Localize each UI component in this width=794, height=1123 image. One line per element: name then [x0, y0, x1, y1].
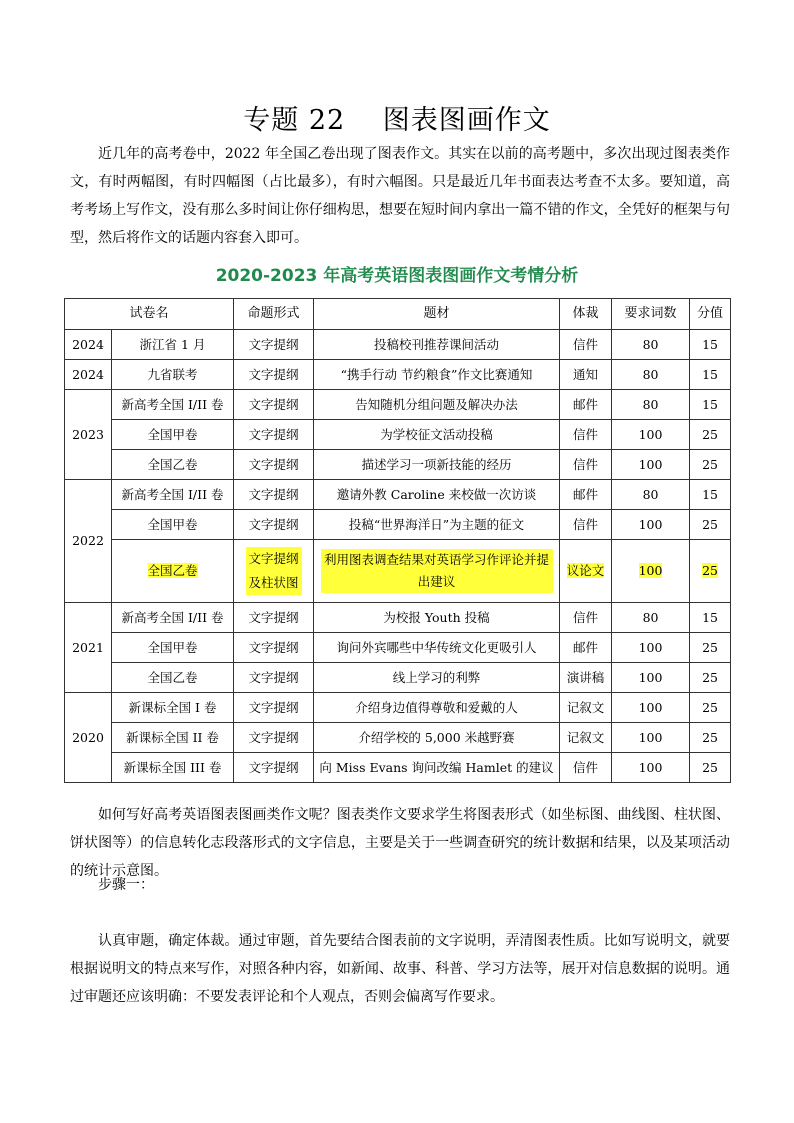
score-cell: 25: [702, 563, 718, 578]
topic-cell-wrap: [314, 540, 560, 603]
genre-cell: 邮件: [560, 633, 612, 663]
format-cell: 文字提纲: [234, 603, 314, 633]
word-count-cell: 80: [612, 390, 690, 420]
paper-cell-wrap: [112, 540, 234, 603]
format-cell: 文字提纲: [234, 390, 314, 420]
paper-cell: 新课标全国 I 卷: [112, 693, 234, 723]
paper-cell: 新课标全国 II 卷: [112, 723, 234, 753]
word-count-cell: 80: [612, 480, 690, 510]
word-count-cell: 80: [612, 360, 690, 390]
format-cell: 文字提纲: [234, 420, 314, 450]
paper-cell: 全国甲卷: [112, 420, 234, 450]
topic-cell: 投稿“世界海洋日”为主题的征文: [314, 510, 560, 540]
word-count-cell: 100: [612, 753, 690, 783]
paper-cell: 全国乙卷: [147, 563, 198, 578]
word-count-cell: 80: [612, 603, 690, 633]
topic-cell: 利用图表调查结果对英语学习作评论并提出建议: [321, 549, 553, 593]
word-count-cell: 100: [612, 450, 690, 480]
score-cell: 15: [690, 603, 731, 633]
body-paragraph-charts: 如何写好高考英语图表图画类作文呢？图表类作文要求学生将图表形式（如坐标图、曲线图、柱状图、饼状图等）的信息转化志段落形式的文字信息，主要是关于一些调查研究的统计数据和结果，以及某项活动的统计示意图。: [70, 807, 730, 879]
format-cell: 文字提纲: [234, 723, 314, 753]
paper-cell: 九省联考: [112, 360, 234, 390]
score-cell: 15: [690, 360, 731, 390]
score-cell: 25: [690, 633, 731, 663]
intro-paragraph: 近几年的高考卷中，2022 年全国乙卷出现了图表作文。其实在以前的高考题中，多次出现过图表类作文，有时两幅图，有时四幅图（占比最多），有时六幅图。只是最近几年书面表达考查不太多。要知道，高考考场上写作文，没有那么多时间让你仔细构思，想要在短时间内拿出一篇不错的作文，全凭好的框架与句型，然后将作文的话题内容套入即可。: [70, 146, 730, 246]
genre-cell: 信件: [560, 753, 612, 783]
paper-cell: 浙江省 1 月: [112, 330, 234, 360]
table-title: 2020-2023 年高考英语图表图画作文考情分析: [215, 266, 579, 286]
table-row: [65, 360, 731, 390]
word-count-cell: 100: [638, 563, 663, 578]
score-cell: 25: [690, 753, 731, 783]
word-count-cell: 80: [612, 330, 690, 360]
body-paragraph-step-one: 认真审题，确定体裁。通过审题，首先要结合图表前的文字说明，弄清图表性质。比如写说明文，就要根据说明文的特点来写作，对照各种内容，如新闻、故事、科普、学习方法等，展开对信息数据的说明。通过审题还应该明确：不要发表评论和个人观点，否则会偏离写作要求。: [70, 933, 730, 1005]
page-title: 专题 22 图表图画作文: [243, 105, 551, 136]
paper-cell: 新高考全国 I/II 卷: [112, 390, 234, 420]
paper-cell: 新高考全国 I/II 卷: [112, 603, 234, 633]
format-cell: 文字提纲: [234, 693, 314, 723]
format-cell: 文字提纲: [234, 450, 314, 480]
topic-cell: 投稿校刊推荐课间活动: [314, 330, 560, 360]
score-cell: 15: [690, 390, 731, 420]
score-cell: 15: [690, 330, 731, 360]
word-count-cell: 100: [612, 723, 690, 753]
topic-cell: 为学校征文活动投稿: [314, 420, 560, 450]
paper-cell: 新课标全国 III 卷: [112, 753, 234, 783]
word-count-cell: 100: [612, 633, 690, 663]
word-count-cell: 100: [612, 420, 690, 450]
format-cell: 文字提纲: [234, 360, 314, 390]
header-word-count: 要求词数: [612, 299, 690, 330]
year-cell: 2024: [65, 330, 112, 360]
table-row: [65, 450, 731, 480]
header-format: 命题形式: [234, 299, 314, 330]
word-count-cell: 100: [612, 663, 690, 693]
year-cell: 2021: [65, 603, 112, 693]
genre-cell-wrap: [560, 540, 612, 603]
topic-cell: “携手行动 节约粮食”作文比赛通知: [314, 360, 560, 390]
exam-analysis-table: [64, 298, 731, 783]
paper-cell: 新高考全国 I/II 卷: [112, 480, 234, 510]
format-cell: 文字提纲: [234, 663, 314, 693]
word-count-cell-wrap: [612, 540, 690, 603]
header-genre: 体裁: [560, 299, 612, 330]
genre-cell: 邮件: [560, 390, 612, 420]
header-score: 分值: [690, 299, 731, 330]
table-row: [65, 633, 731, 663]
score-cell: 25: [690, 450, 731, 480]
year-cell: 2024: [65, 360, 112, 390]
header-topic: 题材: [314, 299, 560, 330]
topic-cell: 向 Miss Evans 询问改编 Hamlet 的建议: [314, 753, 560, 783]
table-row: [65, 693, 731, 723]
topic-cell: 介绍学校的 5,000 米越野赛: [314, 723, 560, 753]
table-row: [65, 663, 731, 693]
table-row: [65, 390, 731, 420]
topic-cell: 介绍身边值得尊敬和爱戴的人: [314, 693, 560, 723]
genre-cell: 信件: [560, 420, 612, 450]
genre-cell: 通知: [560, 360, 612, 390]
format-cell: 文字提纲: [234, 753, 314, 783]
table-row: [65, 723, 731, 753]
genre-cell: 信件: [560, 603, 612, 633]
format-cell: 文字提纲: [234, 330, 314, 360]
paper-cell: 全国乙卷: [112, 450, 234, 480]
format-cell: 文字提纲及柱状图: [246, 547, 302, 595]
genre-cell: 议论文: [566, 563, 605, 578]
table-row: [65, 753, 731, 783]
table-row-highlighted: [65, 540, 731, 603]
table-row: [65, 603, 731, 633]
year-cell: 2023: [65, 390, 112, 480]
genre-cell: 记叙文: [560, 693, 612, 723]
score-cell-wrap: [690, 540, 731, 603]
paper-cell: 全国甲卷: [112, 510, 234, 540]
genre-cell: 信件: [560, 510, 612, 540]
format-cell: 文字提纲: [234, 510, 314, 540]
score-cell: 15: [690, 480, 731, 510]
topic-cell: 为校报 Youth 投稿: [314, 603, 560, 633]
topic-cell: 描述学习一项新技能的经历: [314, 450, 560, 480]
score-cell: 25: [690, 723, 731, 753]
genre-cell: 记叙文: [560, 723, 612, 753]
table-header-row: [65, 299, 731, 330]
topic-cell: 询问外宾哪些中华传统文化更吸引人: [314, 633, 560, 663]
genre-cell: 信件: [560, 330, 612, 360]
score-cell: 25: [690, 663, 731, 693]
format-cell: 文字提纲: [234, 633, 314, 663]
genre-cell: 信件: [560, 450, 612, 480]
topic-cell: 邀请外教 Caroline 来校做一次访谈: [314, 480, 560, 510]
table-row: [65, 420, 731, 450]
step-one-label: 步骤一：: [98, 877, 154, 893]
table-row: [65, 330, 731, 360]
header-paper: 试卷名: [65, 299, 234, 330]
topic-cell: 线上学习的利弊: [314, 663, 560, 693]
genre-cell: 邮件: [560, 480, 612, 510]
table-row: [65, 480, 731, 510]
score-cell: 25: [690, 510, 731, 540]
word-count-cell: 100: [612, 510, 690, 540]
table-row: [65, 510, 731, 540]
word-count-cell: 100: [612, 693, 690, 723]
paper-cell: 全国甲卷: [112, 633, 234, 663]
score-cell: 25: [690, 420, 731, 450]
format-cell-wrap: [234, 540, 314, 603]
year-cell: 2020: [65, 693, 112, 783]
topic-cell: 告知随机分组问题及解决办法: [314, 390, 560, 420]
format-cell: 文字提纲: [234, 480, 314, 510]
genre-cell: 演讲稿: [560, 663, 612, 693]
year-cell: 2022: [65, 480, 112, 603]
score-cell: 25: [690, 693, 731, 723]
paper-cell: 全国乙卷: [112, 663, 234, 693]
